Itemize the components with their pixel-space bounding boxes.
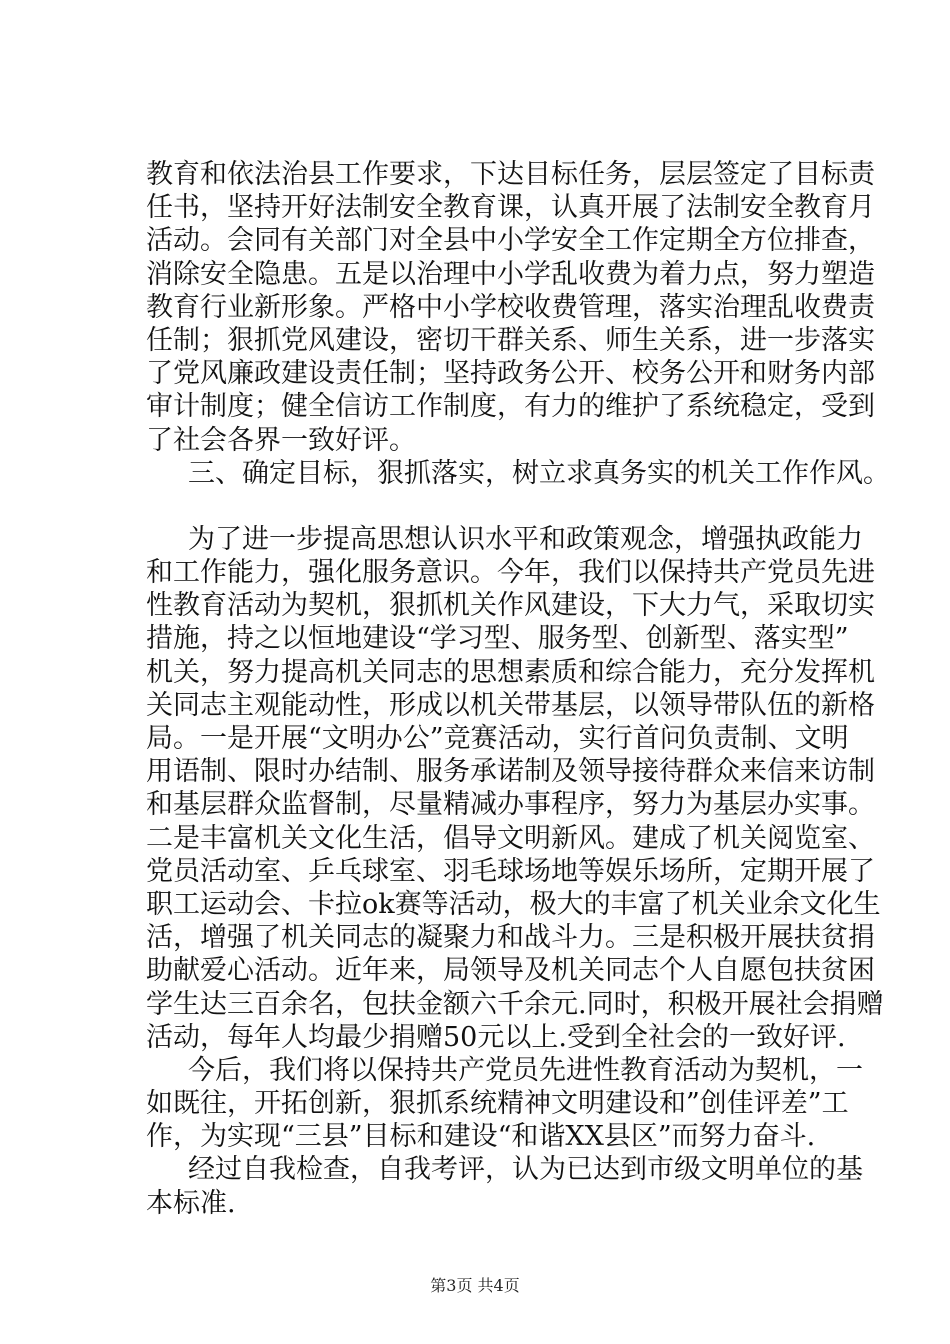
text-line: 了党风廉政建设责任制；坚持政务公开、校务公开和财务内部 xyxy=(146,358,875,390)
text-line: 党员活动室、乒乓球室、羽毛球场地等娱乐场所，定期开展了 xyxy=(146,855,875,887)
text-line: 性教育活动为契机，狠抓机关作风建设，下大力气，采取切实 xyxy=(146,590,875,622)
text-line: 二是丰富机关文化生活，倡导文明新风。建成了机关阅览室、 xyxy=(146,822,875,854)
text-line: 和工作能力，强化服务意识。今年，我们以保持共产党员先进 xyxy=(146,557,875,589)
text-line: 学生达三百余名，包扶金额六千余元.同时，积极开展社会捐赠 xyxy=(146,988,884,1020)
paragraph-4 xyxy=(146,1153,863,1219)
text-line: 今后，我们将以保持共产党员先进性教育活动为契机，一 xyxy=(188,1054,863,1086)
paragraph-3 xyxy=(146,1054,863,1154)
paragraph-2 xyxy=(146,523,884,1054)
text-line: 用语制、限时办结制、服务承诺制及领导接待群众来信来访制 xyxy=(146,756,875,788)
text-line: 教育行业新形象。严格中小学校收费管理，落实治理乱收费责 xyxy=(146,291,875,323)
text-line: 局。一是开展“文明办公”竞赛活动，实行首问负责制、文明 xyxy=(146,723,849,754)
text-line: 任制；狠抓党风建设，密切干群关系、师生关系，进一步落实 xyxy=(146,324,875,356)
paragraph-1 xyxy=(146,158,875,457)
text-line: 消除安全隐患。五是以治理中小学乱收费为着力点，努力塑造 xyxy=(146,258,875,290)
section-heading: 三、确定目标，狠抓落实，树立求真务实的机关工作作风。 xyxy=(188,457,890,489)
text-line: 教育和依法治县工作要求，下达目标任务，层层签定了目标责 xyxy=(146,159,875,190)
text-line: 为了进一步提高思想认识水平和政策观念，增强执政能力 xyxy=(188,523,863,555)
section-heading-3 xyxy=(146,457,890,490)
text-line: 机关，努力提高机关同志的思想素质和综合能力，充分发挥机 xyxy=(146,656,875,688)
document-body xyxy=(146,158,890,1220)
text-line: 职工运动会、卡拉ok赛等活动，极大的丰富了机关业余文化生 xyxy=(146,888,881,920)
text-line: 本标准. xyxy=(146,1187,236,1219)
page-number-footer: 第3页 共4页 xyxy=(430,1276,520,1295)
text-line: 活，增强了机关同志的凝聚力和战斗力。三是积极开展扶贫捐 xyxy=(146,922,875,954)
text-line: 审计制度；健全信访工作制度，有力的维护了系统稳定，受到 xyxy=(146,391,875,423)
text-line: 任书，坚持开好法制安全教育课，认真开展了法制安全教育月 xyxy=(146,192,875,224)
text-line: 活动。会同有关部门对全县中小学安全工作定期全方位排查， xyxy=(146,225,875,257)
text-line: 经过自我检查，自我考评，认为已达到市级文明单位的基 xyxy=(188,1154,863,1186)
text-line: 助献爱心活动。近年来，局领导及机关同志个人自愿包扶贫困 xyxy=(146,955,875,987)
paragraph-gap xyxy=(146,490,846,523)
text-line: 和基层群众监督制，尽量精减办事程序，努力为基层办实事。 xyxy=(146,789,875,821)
text-line: 作，为实现“三县”目标和建设“和谐XX县区”而努力奋斗. xyxy=(146,1121,816,1153)
text-line: 关同志主观能动性，形成以机关带基层，以领导带队伍的新格 xyxy=(146,689,875,721)
text-line: 措施，持之以恒地建设“学习型、服务型、创新型、落实型” xyxy=(146,623,849,655)
text-line: 活动，每年人均最少捐赠50元以上.受到全社会的一致好评. xyxy=(146,1021,846,1053)
text-line: 了社会各界一致好评。 xyxy=(146,424,416,456)
text-line: 如既往，开拓创新，狠抓系统精神文明建设和”创佳评差”工 xyxy=(146,1088,849,1120)
